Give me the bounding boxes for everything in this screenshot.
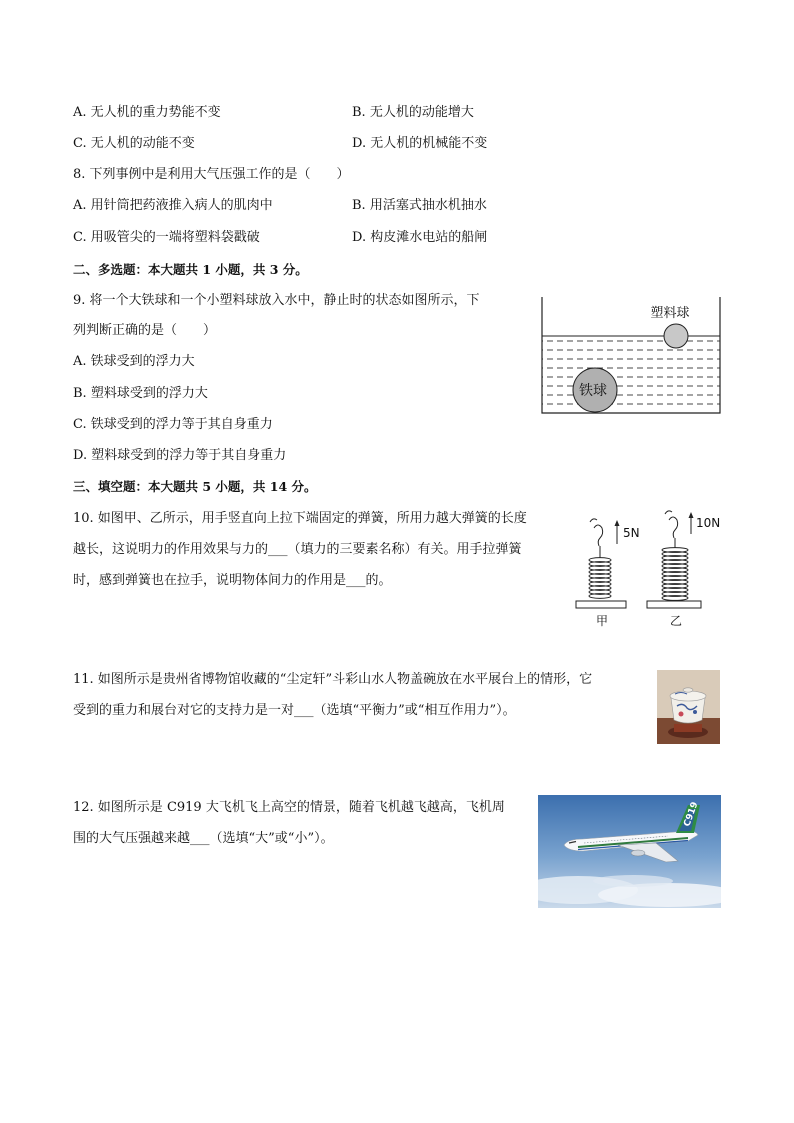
q8-option-b: B. 用活塞式抽水机抽水 [352,198,487,213]
q7-option-d: D. 无人机的机械能不变 [352,136,488,151]
iron-ball-label: 铁球 [579,383,607,399]
q11-line2: 受到的重力和展台对它的支持力是一对___（选填“平衡力”或“相互作用力”）。 [73,703,516,718]
q11-line1: 11. 如图所示是贵州省博物馆收藏的“尘定轩”斗彩山水人物盖碗放在水平展台上的情形，它 [73,672,593,687]
spring-yi [647,511,720,628]
q8-option-d: D. 构皮滩水电站的船闸 [352,230,488,245]
q12-line1: 12. 如图所示是 C919 大飞机飞上高空的情景，随着飞机越飞越高，飞机周 [73,800,505,815]
q7-option-c: C. 无人机的动能不变 [73,136,195,151]
force-label-jia: 5N [623,526,640,540]
hand-icon [594,525,603,546]
q9-water-container-figure [536,292,726,417]
hand-icon [669,517,678,538]
q8-option-c: C. 用吸管尖的一端将塑料袋戳破 [73,230,260,245]
q10-line3: 时，感到弹簧也在拉手，说明物体间力的作用是___的。 [73,573,392,588]
section-heading-multiple-choice: 二、多选题：本大题共 1 小题，共 3 分。 [73,262,308,277]
q12-line2: 围的大气压强越来越___（选填“大”或“小”）。 [73,831,334,846]
section-heading-fill-blank: 三、填空题：本大题共 5 小题，共 14 分。 [73,479,317,494]
q9-option-a: A. 铁球受到的浮力大 [73,354,195,369]
label-yi: 乙 [670,614,683,628]
force-label-yi: 10N [696,516,721,530]
base-jia [576,601,626,608]
q9-option-b: B. 塑料球受到的浮力大 [73,386,208,401]
q7-option-b: B. 无人机的动能增大 [352,105,474,120]
tail-text: C919 [682,800,701,829]
plastic-ball [664,324,688,348]
q10-springs-figure [570,508,730,630]
water-body [542,336,720,412]
label-jia: 甲 [596,614,609,628]
q10-line1: 10. 如图甲、乙所示，用手竖直向上拉下端固定的弹簧，所用力越大弹簧的长度 [73,511,527,526]
spring-jia [576,519,640,628]
q9-option-d: D. 塑料球受到的浮力等于其自身重力 [73,448,287,463]
q9-stem-line1: 9. 将一个大铁球和一个小塑料球放入水中，静止时的状态如图所示，下 [73,293,480,308]
c919-aircraft-photo [538,795,721,908]
base-yi [647,601,701,608]
covered-bowl-photo [657,670,720,744]
q9-option-c: C. 铁球受到的浮力等于其自身重力 [73,417,273,432]
plastic-ball-label: 塑料球 [650,306,690,321]
q9-stem-line2: 列判断正确的是（ ） [73,323,217,338]
q10-line2: 越长，这说明力的作用效果与力的___（填力的三要素名称）有关。用手拉弹簧 [73,542,522,557]
q8-option-a: A. 用针筒把药液推入病人的肌肉中 [73,198,273,213]
q7-option-a: A. 无人机的重力势能不变 [73,105,221,120]
q8-stem: 8. 下列事例中是利用大气压强工作的是（ ） [73,167,350,182]
